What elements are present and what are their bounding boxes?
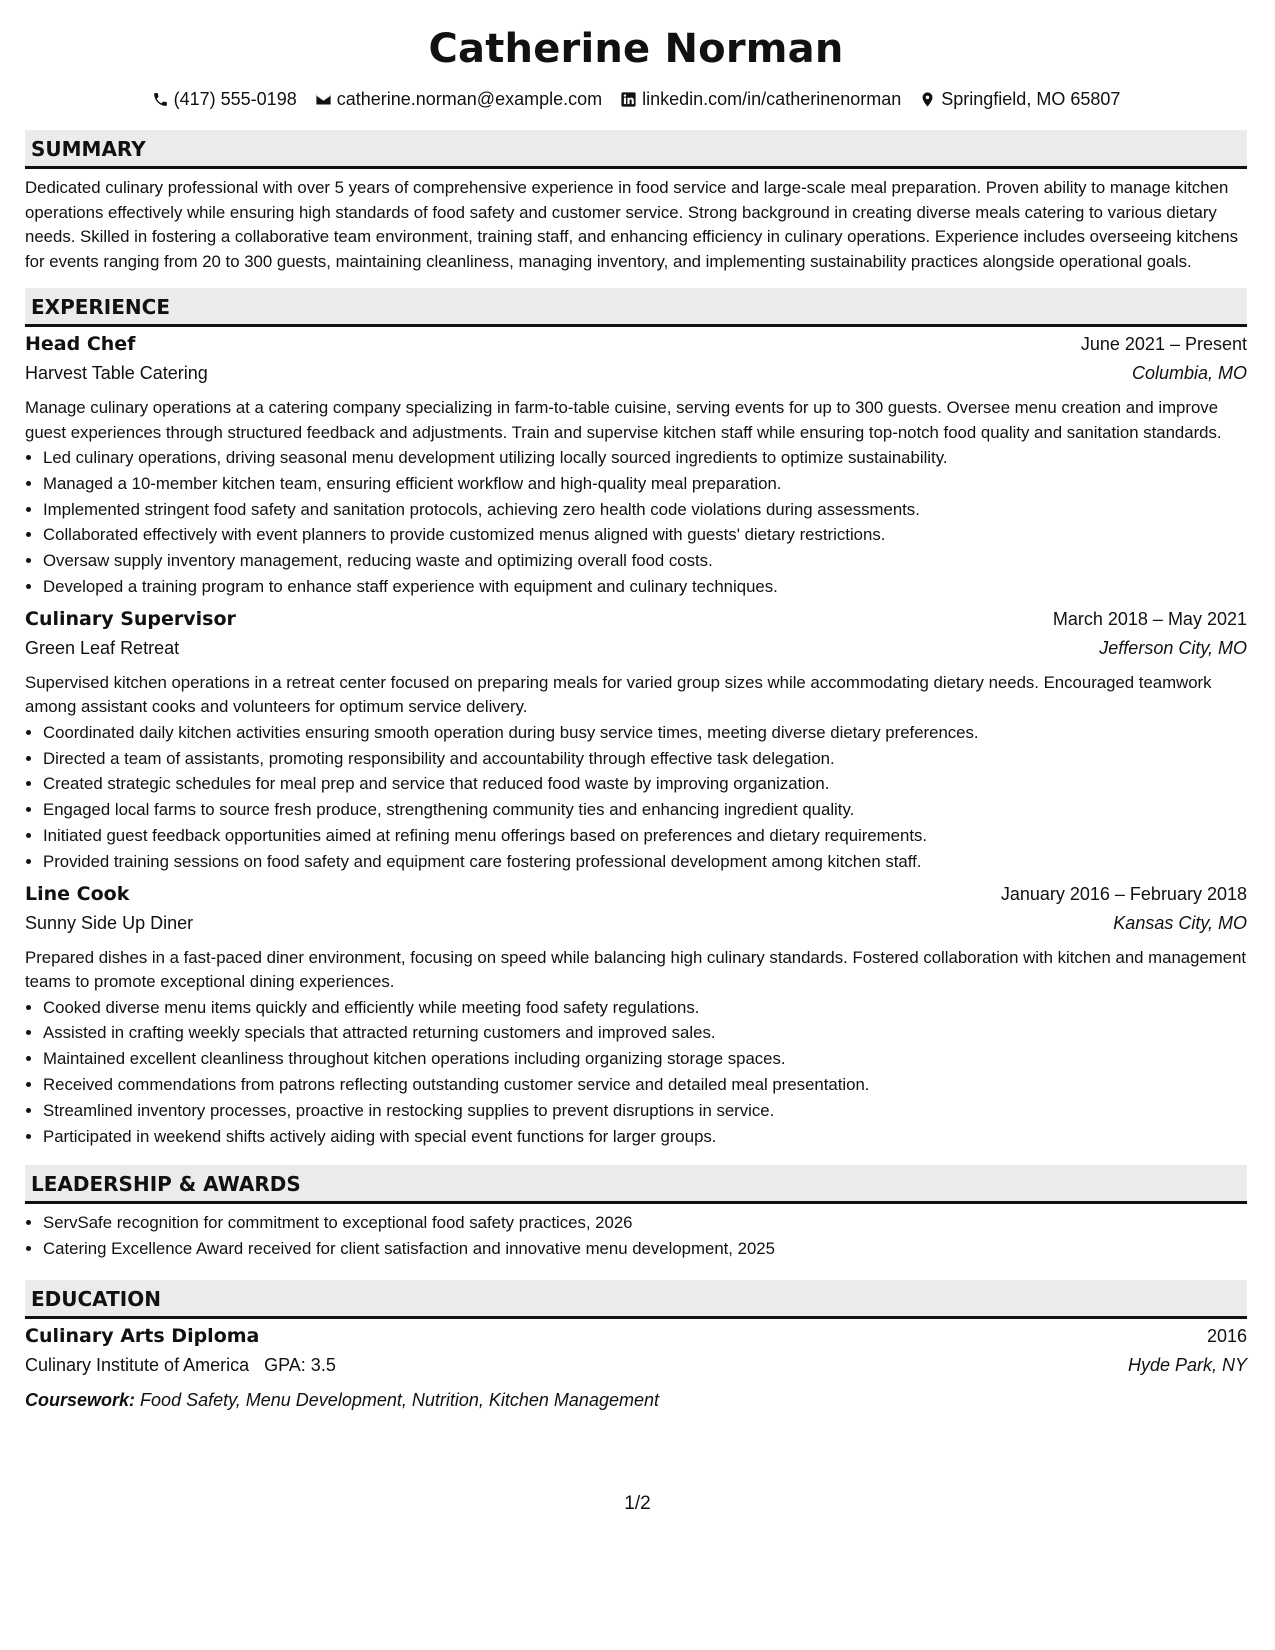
contact-phone-text: (417) 555-0198 [173, 89, 297, 109]
leadership-heading: LEADERSHIP & AWARDS [25, 1165, 1247, 1204]
experience-heading: EXPERIENCE [25, 288, 1247, 327]
map-pin-icon [919, 91, 936, 108]
job-entry [25, 608, 1247, 875]
summary-text: Dedicated culinary professional with over 5 years of comprehensive experience in food service and large-scale meal preparation. Proven ability to manage kitchen operations effectively while ensuring high standards of food safety and customer service. Strong background in creating diverse meals catering to various dietary needs. Skilled in fostering a collaborative team environment, training staff, and enhancing efficiency in culinary operations. Experience includes overseeing kitchens for events ranging from 20 to 300 guests, maintaining cleanliness, managing inventory, and implementing sustainability practices alongside operational goals. [25, 178, 1238, 271]
job-company: Green Leaf Retreat [25, 637, 180, 658]
education-heading: EDUCATION [25, 1280, 1247, 1319]
list-item: • Engaged local farms to source fresh produce, strengthening community ties and enhancing ingredient quality. [43, 797, 1247, 823]
list-item: • Streamlined inventory processes, proactive in restocking supplies to prevent disruptions in service. [43, 1098, 1247, 1124]
degree-title: Culinary Arts Diploma [25, 1324, 260, 1347]
list-item: • Collaborated effectively with event planners to provide customized menus aligned with guests' dietary restrictions. [43, 522, 1247, 548]
job-location: Kansas City, MO [1113, 912, 1247, 933]
job-bullets [25, 995, 1247, 1150]
job-dates: June 2021 – Present [1080, 334, 1247, 354]
education-entry [25, 1325, 1247, 1415]
list-item: • Developed a training program to enhance staff experience with equipment and culinary techniques. [43, 574, 1247, 600]
list-item: • Initiated guest feedback opportunities aimed at refining menu offerings based on preferences and dietary requirements. [43, 823, 1247, 849]
contact-linkedin[interactable] [620, 88, 901, 110]
school-line [25, 1355, 336, 1376]
coursework-text: Food Safety, Menu Development, Nutrition, Kitchen Management [140, 1389, 659, 1410]
list-item: • ServSafe recognition for commitment to exceptional food safety practices, 2026 [43, 1210, 1247, 1236]
contact-location-text: Springfield, MO 65807 [941, 89, 1121, 109]
page-number: 1/2 [624, 1493, 651, 1514]
job-entry [25, 333, 1247, 600]
school-location: Hyde Park, NY [1127, 1354, 1247, 1375]
job-title: Culinary Supervisor [25, 607, 236, 630]
linkedin-icon [620, 91, 637, 108]
resume-page [25, 0, 1247, 1415]
coursework-label: Coursework: [25, 1389, 136, 1410]
gpa: GPA: 3.5 [264, 1354, 336, 1375]
candidate-name: Catherine Norman [428, 26, 844, 72]
job-location: Jefferson City, MO [1099, 637, 1247, 658]
list-item: • Cooked diverse menu items quickly and efficiently while meeting food safety regulations. [43, 995, 1247, 1021]
job-description: Prepared dishes in a fast-paced diner environment, focusing on speed while balancing high culinary standards. Fostered collaboration with kitchen and management teams to promote exceptional dining experiences. [25, 947, 1247, 992]
phone-icon [152, 91, 169, 108]
list-item: • Managed a 10-member kitchen team, ensuring efficient workflow and high-quality meal preparation. [43, 471, 1247, 497]
graduation-year: 2016 [1206, 1325, 1247, 1346]
contact-linkedin-text[interactable]: linkedin.com/in/catherinenorman [642, 89, 902, 109]
list-item: • Catering Excellence Award received for client satisfaction and innovative menu development, 2025 [43, 1236, 1247, 1262]
job-bullets [25, 445, 1247, 600]
list-item: • Maintained excellent cleanliness throughout kitchen operations including organizing storage spaces. [43, 1046, 1247, 1072]
list-item: • Directed a team of assistants, promoting responsibility and accountability through effective task delegation. [43, 746, 1247, 772]
list-item: • Received commendations from patrons reflecting outstanding customer service and detailed meal presentation. [43, 1072, 1247, 1098]
contact-location [919, 88, 1120, 110]
list-item: • Provided training sessions on food safety and equipment care fostering professional development among kitchen staff. [43, 849, 1247, 875]
job-location: Columbia, MO [1131, 363, 1247, 383]
job-description: Manage culinary operations at a catering company specializing in farm-to-table cuisine, serving events for up to 300 guests. Oversee menu creation and improve guest experiences through structured feedback and adjustments. Train and supervise kitchen staff while ensuring top-notch food quality and sanitation standards. [25, 398, 1222, 442]
contact-phone [152, 88, 297, 110]
job-company: Sunny Side Up Diner [25, 912, 194, 933]
school-name: Culinary Institute of America [25, 1354, 250, 1375]
job-description: Supervised kitchen operations in a retreat center focused on preparing meals for varied group sizes while accommodating dietary needs. Encouraged teamwork among assistant cooks and volunteers for optimum service delivery. [25, 672, 1212, 717]
list-item: • Participated in weekend shifts actively aiding with special event functions for larger groups. [43, 1124, 1247, 1150]
job-bullets [25, 720, 1247, 875]
job-title: Head Chef [25, 333, 136, 355]
list-item: • Implemented stringent food safety and sanitation protocols, achieving zero health code violations during assessments. [43, 497, 1247, 523]
envelope-icon [315, 91, 332, 108]
job-dates: January 2016 – February 2018 [1000, 883, 1247, 904]
list-item: • Led culinary operations, driving seasonal menu development utilizing locally sourced ingredients to optimize sustainability. [43, 445, 1247, 471]
job-entry [25, 883, 1247, 1150]
coursework-line [25, 1385, 1247, 1415]
list-item: • Created strategic schedules for meal prep and service that reduced food waste by improving organization. [43, 771, 1247, 797]
contact-bar [25, 88, 1247, 110]
list-item: • Coordinated daily kitchen activities ensuring smooth operation during busy service times, meeting diverse dietary preferences. [43, 720, 1247, 746]
leadership-list [25, 1210, 1247, 1262]
contact-email[interactable] [315, 88, 602, 110]
list-item: • Assisted in crafting weekly specials that attracted returning customers and improved sales. [43, 1020, 1247, 1046]
contact-email-text[interactable]: catherine.norman@example.com [336, 89, 603, 109]
job-title: Line Cook [25, 882, 130, 905]
summary-heading: SUMMARY [25, 130, 1247, 169]
job-dates: March 2018 – May 2021 [1052, 608, 1247, 629]
job-company: Harvest Table Catering [25, 363, 208, 383]
list-item: • Oversaw supply inventory management, reducing waste and optimizing overall food costs. [43, 548, 1247, 574]
